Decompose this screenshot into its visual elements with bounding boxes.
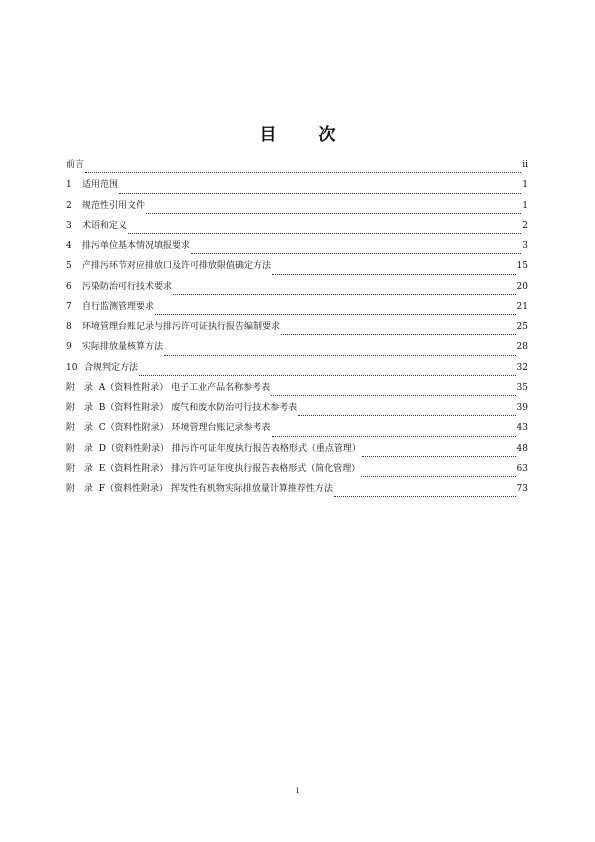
toc-entry-page: 3: [522, 241, 528, 251]
dot-leader: [164, 355, 516, 356]
dot-leader: [191, 253, 521, 254]
toc-entry-page: 20: [516, 281, 528, 292]
appendix-type: （资料性附录）: [105, 463, 169, 474]
toc-entry-number: 1: [66, 180, 72, 191]
table-of-contents: [66, 158, 528, 502]
dot-leader: [272, 436, 516, 437]
toc-entry-number: 10: [66, 362, 78, 373]
appendix-type: （资料性附录）: [105, 484, 169, 494]
appendix-type: （资料性附录）: [105, 423, 169, 434]
appendix-letter: E: [98, 463, 106, 474]
appendix-letter: A: [98, 382, 106, 393]
dot-leader: [173, 294, 516, 295]
dot-leader: [272, 274, 516, 275]
toc-entry-page: 21: [516, 301, 528, 312]
toc-entry-number: 6: [66, 281, 72, 292]
toc-entry-label: 环境管理台账记录与排污许可证执行报告编制要求: [82, 322, 281, 332]
toc-entry-label: 适用范围: [82, 180, 119, 191]
toc-entry-number: 9: [66, 342, 72, 353]
dot-leader: [155, 314, 516, 315]
toc-entry-4[interactable]: [66, 239, 528, 259]
toc-entry-page: 32: [516, 362, 528, 373]
appendix-prefix: 附 录: [66, 484, 94, 494]
page-title: 目 次: [259, 125, 354, 145]
toc-entry-number: 3: [66, 220, 72, 231]
toc-appendix-e[interactable]: [66, 462, 528, 482]
toc-entry-foreword[interactable]: [66, 158, 528, 178]
toc-entry-number: 5: [66, 261, 72, 272]
toc-entry-10[interactable]: [66, 361, 528, 381]
toc-appendix-c[interactable]: [66, 421, 528, 441]
toc-entry-number: 4: [66, 241, 72, 251]
toc-entry-2[interactable]: [66, 199, 528, 219]
toc-appendix-d[interactable]: [66, 442, 528, 462]
appendix-label: 排污许可证年度执行报告表格形式（简化管理）: [171, 463, 361, 474]
toc-entry-3[interactable]: [66, 219, 528, 239]
toc-entry-page: ii: [522, 160, 528, 170]
toc-entry-number: 2: [66, 200, 72, 211]
appendix-type: （资料性附录）: [105, 382, 169, 393]
toc-entry-page: 63: [516, 463, 528, 474]
toc-entry-label: 污染防治可行技术要求: [82, 281, 173, 292]
toc-entry-page: 1: [522, 180, 528, 191]
toc-entry-page: 15: [516, 261, 528, 272]
dot-leader: [334, 496, 516, 497]
appendix-prefix: 附 录: [66, 403, 94, 413]
toc-entry-label: 术语和定义: [82, 220, 128, 231]
toc-entry-label: 规范性引用文件: [82, 200, 146, 211]
toc-entry-page: 43: [516, 423, 528, 434]
toc-entry-page: 1: [522, 200, 528, 211]
appendix-prefix: 附 录: [66, 382, 94, 393]
appendix-prefix: 附 录: [66, 463, 94, 474]
toc-appendix-f[interactable]: [66, 482, 528, 502]
appendix-prefix: 附 录: [66, 443, 94, 454]
toc-entry-page: 48: [516, 443, 528, 454]
toc-appendix-b[interactable]: [66, 401, 528, 421]
appendix-letter: F: [98, 484, 105, 494]
toc-entry-9[interactable]: [66, 340, 528, 360]
appendix-type: （资料性附录）: [105, 403, 169, 413]
toc-entry-label: 实际排放量核算方法: [82, 342, 164, 353]
appendix-prefix: 附 录: [66, 423, 94, 434]
toc-entry-5[interactable]: [66, 259, 528, 279]
dot-leader: [139, 375, 516, 376]
toc-entry-label: 前言: [66, 160, 85, 170]
toc-entry-label: 排污单位基本情况填报要求: [82, 241, 191, 251]
appendix-label: 排污许可证年度执行报告表格形式（重点管理）: [171, 443, 361, 454]
page-number: i: [296, 786, 299, 795]
toc-entry-page: 35: [516, 382, 528, 393]
toc-entry-page: 2: [522, 220, 528, 231]
appendix-letter: B: [98, 403, 106, 413]
appendix-letter: C: [98, 423, 106, 434]
toc-entry-number: 8: [66, 322, 72, 332]
toc-entry-6[interactable]: [66, 280, 528, 300]
appendix-label: 环境管理台账记录参考表: [171, 423, 271, 434]
dot-leader: [119, 193, 521, 194]
appendix-label: 废气和废水防治可行技术参考表: [171, 403, 298, 413]
appendix-label: 挥发性有机物实际排放量计算推荐性方法: [170, 484, 333, 494]
dot-leader: [361, 476, 515, 477]
toc-entry-page: 28: [516, 342, 528, 353]
toc-entry-page: 73: [516, 484, 528, 494]
appendix-label: 电子工业产品名称参考表: [171, 382, 271, 393]
dot-leader: [128, 233, 521, 234]
toc-entry-7[interactable]: [66, 300, 528, 320]
dot-leader: [298, 415, 515, 416]
toc-entry-label: 自行监测管理要求: [82, 301, 155, 312]
toc-entry-8[interactable]: [66, 320, 528, 340]
appendix-type: （资料性附录）: [105, 443, 169, 454]
dot-leader: [281, 334, 516, 335]
toc-appendix-a[interactable]: [66, 381, 528, 401]
dot-leader: [362, 456, 516, 457]
dot-leader: [271, 395, 515, 396]
toc-entry-label: 产排污环节对应排放口及许可排放限值确定方法: [82, 261, 272, 272]
appendix-letter: D: [98, 443, 106, 454]
toc-entry-number: 7: [66, 301, 72, 312]
dot-leader: [146, 213, 521, 214]
dot-leader: [85, 172, 521, 173]
toc-entry-label: 合规判定方法: [84, 362, 139, 373]
toc-entry-page: 25: [516, 322, 528, 332]
toc-entry-1[interactable]: [66, 178, 528, 198]
toc-entry-page: 39: [516, 403, 528, 413]
